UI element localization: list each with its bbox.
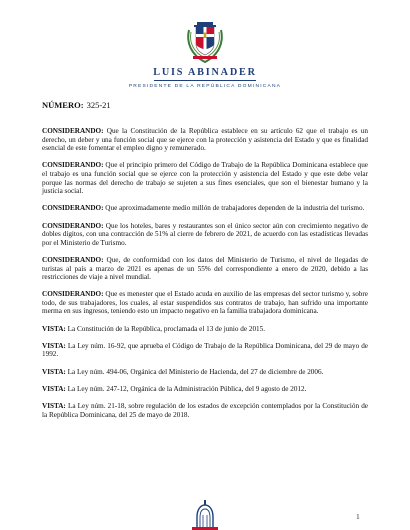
page-number: 1 <box>356 512 360 521</box>
paragraph-text: Que el principio primero del Código de Trabajo de la República Dominicana establece que el trabajo es una función social que se ejerce con la protección y asistencia del Estado y que este debe velar porque las normas del derecho de trabajo se sujeten a sus fines esenciales, que son el bienestar humano y la justicia social. <box>42 161 368 196</box>
paragraph <box>42 127 368 153</box>
paragraph <box>42 290 368 316</box>
paragraph <box>42 222 368 248</box>
paragraph <box>42 204 368 213</box>
paragraph-lead: VISTA: <box>42 367 66 376</box>
paragraph-text: Que, de conformidad con los datos del Ministerio de Turismo, el nivel de llegadas de turistas al país a marzo de 2021 es apenas de un 55% del correspondiente a enero de 2020, debido a las restricciones de viaje a nivel mundial. <box>42 255 368 282</box>
paragraph-text: La Ley núm. 21-18, sobre regulación de los estados de excepción contemplados por la Constitución de la República Dominicana, del 25 de mayo de 2018. <box>42 402 368 419</box>
paragraph-lead: CONSIDERANDO: <box>42 221 104 230</box>
paragraph <box>42 368 368 377</box>
paragraph-text: La Ley núm. 16-92, que aprueba el Código de Trabajo de la República Dominicana, del 29 de mayo de 1992. <box>42 341 368 359</box>
paragraph-text: Que es menester que el Estado acuda en auxilio de las empresas del sector turismo y, sobre todo, de sus trabajadores, los cuales, al estar suspendidos sus contratos de trabajo, han sufrido una importante merma en sus ingresos, teniendo esto un impacto negativo en la familia trabajadora dominicana. <box>42 290 368 316</box>
coat-of-arms-icon <box>185 20 225 64</box>
paragraph-lead: VISTA: <box>42 402 66 410</box>
paragraph-lead: CONSIDERANDO: <box>42 290 104 299</box>
paragraph-lead: VISTA: <box>42 384 66 393</box>
paragraph <box>42 161 368 195</box>
officeholder-name: LUIS ABINADER <box>153 67 257 78</box>
paragraph-lead: CONSIDERANDO: <box>42 255 104 264</box>
document-body <box>42 127 368 428</box>
paragraph-lead: CONSIDERANDO: <box>42 161 104 170</box>
decree-number <box>42 100 111 110</box>
paragraph <box>42 342 368 359</box>
paragraph-text: La Constitución de la República, proclamada el 13 de junio de 2015. <box>65 324 266 333</box>
paragraph-lead: VISTA: <box>42 341 66 350</box>
paragraph-text: La Ley núm. 247-12, Orgánica de la Administración Pública, del 9 agosto de 2012. <box>65 384 307 393</box>
paragraph <box>42 402 368 419</box>
paragraph-text: Que la Constitución de la República establece en su artículo 62 que el trabajo es un derecho, un deber y una función social que se ejerce con la protección y asistencia del Estado y que es finalidad esencial de este fomentar el empleo digno y remunerado. <box>42 127 368 153</box>
header-divider <box>154 80 256 81</box>
paragraph <box>42 256 368 282</box>
paragraph-text: La Ley núm. 494-06, Orgánica del Ministerio de Hacienda, del 27 de diciembre de 2006. <box>65 367 324 376</box>
decree-number-label: NÚMERO: <box>42 100 84 110</box>
paragraph-lead: CONSIDERANDO: <box>42 204 104 213</box>
paragraph-lead: VISTA: <box>42 324 66 333</box>
paragraph-text: Que los hoteles, bares y restaurantes son el único sector aún con crecimiento negativo de dobles dígitos, con una contracción de 51% al cierre de febrero de 2021, de acuerdo con las estadísticas llevadas por el Ministerio de Turismo. <box>42 221 368 247</box>
officeholder-title: PRESIDENTE DE LA REPÚBLICA DOMINICANA <box>128 84 282 89</box>
decree-number-value: 325-21 <box>86 100 111 110</box>
paragraph-lead: CONSIDERANDO: <box>42 127 104 135</box>
paragraph <box>42 385 368 394</box>
paragraph <box>42 325 368 334</box>
palace-dome-icon <box>186 497 224 530</box>
paragraph-text: Que aproximadamente medio millón de trabajadores dependen de la industria del turismo. <box>103 204 365 213</box>
